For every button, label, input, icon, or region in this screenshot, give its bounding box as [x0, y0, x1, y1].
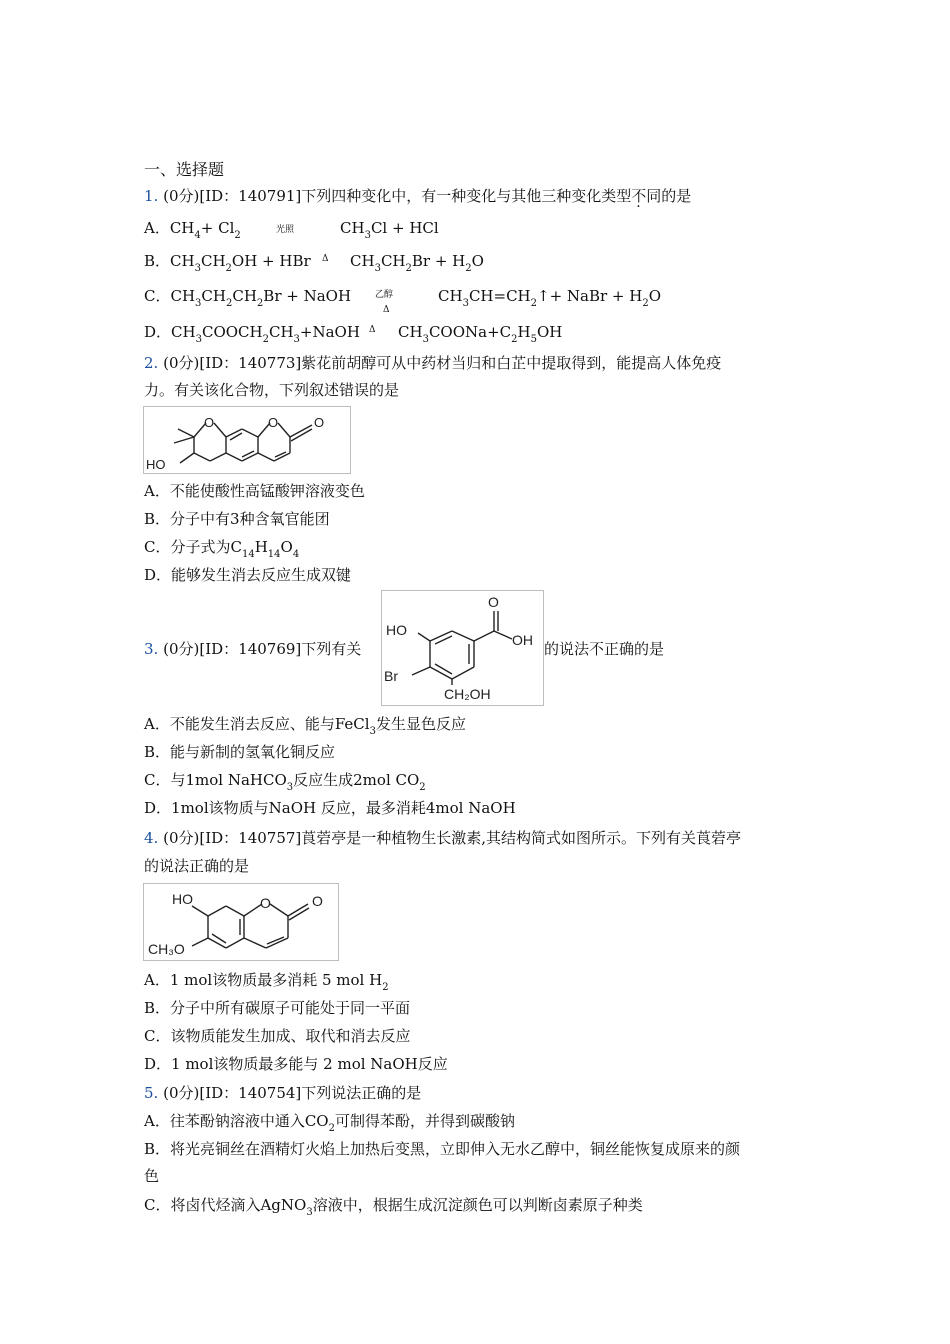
- q2-option-b: B．分子中有3种含氧官能团: [144, 510, 330, 528]
- q2-fig-ho: HO: [146, 457, 166, 472]
- q4-option-d: D．1 mol该物质最多能与 2 mol NaOH反应: [144, 1055, 448, 1073]
- q2-fig-o1: O: [204, 415, 215, 430]
- q3-option-a: A．不能发生消去反应、能与FeCl$_3$发生显色反应: [144, 715, 466, 737]
- question-meta: (0分)[ID：140773]: [163, 354, 302, 372]
- q1-a-condition: 光照: [276, 225, 295, 235]
- question-meta: (0分)[ID：140754]: [163, 1084, 302, 1102]
- question-2-stem-line2: 力。有关该化合物，下列叙述错误的是: [144, 381, 400, 399]
- q4-fig-o2: O: [312, 893, 323, 909]
- question-4-stem: 4. (0分)[ID：140757]莨菪亭是一种植物生长激素,其结构简式如图所示。下列有关莨菪亭: [144, 829, 742, 847]
- question-4-stem-line2: 的说法正确的是: [144, 857, 250, 875]
- q3-option-c: C．与1mol NaHCO$_3$反应生成2mol $CO_2$: [144, 771, 426, 793]
- question-2-stem: 2. (0分)[ID：140773]紫花前胡醇可从中药材当归和白芷中提取得到，能提高人体免疫: [144, 354, 722, 372]
- q1-b-condition: Δ: [322, 254, 329, 264]
- q4-option-c: C．该物质能发生加成、取代和消去反应: [144, 1027, 411, 1045]
- q5-option-c: C．将卤代烃滴入AgNO$_3$溶液中，根据生成沉淀颜色可以判断卤素原子种类: [144, 1196, 643, 1218]
- question-1-stem: 1. (0分)[ID：140791]下列四种变化中，有一种变化与其他三种变化类型不同的是: [144, 187, 692, 205]
- q1-c-product: $CH_3CH=CH_2↑+$ NaBr + $H_2O$: [438, 287, 662, 309]
- q2-fig-o2: O: [268, 415, 279, 430]
- q3-option-d: D．1mol该物质与NaOH 反应，最多消耗4mol NaOH: [144, 799, 516, 817]
- question-3-stem: 3. (0分)[ID：140769]下列有关: [144, 640, 362, 658]
- q1-b-product: $CH_3CH_2Br + H_2O$: [350, 252, 484, 274]
- q3-fig-br: Br: [384, 668, 398, 684]
- section-heading: 一、选择题: [144, 160, 225, 179]
- question-number: 3.: [144, 640, 159, 658]
- q4-structure-image: [143, 883, 339, 961]
- question-number: 4.: [144, 829, 159, 847]
- q4-fig-o1: O: [260, 895, 271, 911]
- q2-structure-image: [143, 406, 351, 474]
- question-number: 5.: [144, 1084, 159, 1102]
- q1-a-product: $CH_3Cl$ + HCl: [340, 219, 439, 241]
- q2-option-a: A．不能使酸性高锰酸钾溶液变色: [144, 482, 365, 500]
- q4-fig-ch3o: CH₃O: [148, 941, 185, 957]
- q4-fig-ho: HO: [172, 891, 193, 907]
- q3-fig-ch2oh: CH₂OH: [444, 686, 491, 702]
- q1-d-product: $CH_3COONa+C_2H_5OH$: [398, 323, 563, 345]
- q2-fig-o3: O: [314, 415, 325, 430]
- q3-option-b: B．能与新制的氢氧化铜反应: [144, 743, 336, 761]
- q2-option-d: D．能够发生消去反应生成双键: [144, 566, 352, 584]
- q4-option-b: B．分子中所有碳原子可能处于同一平面: [144, 999, 411, 1017]
- q2-option-c: C．分子式为$C_{14}H_{14}O_4$: [144, 538, 300, 560]
- question-5-stem: 5. (0分)[ID：140754]下列说法正确的是: [144, 1084, 422, 1102]
- q3-fig-oh: OH: [512, 632, 533, 648]
- q3-fig-o: O: [488, 594, 499, 610]
- q1-c-condition-top: 乙醇: [375, 290, 394, 300]
- q1-option-a: A．$CH_4+ Cl_2$: [144, 219, 241, 241]
- q5-option-b-cont: 色: [144, 1167, 160, 1185]
- q5-option-a: A．往苯酚钠溶液中通入$CO_2$可制得苯酚，并得到碳酸钠: [144, 1112, 515, 1134]
- q1-option-d: D．$CH_3COOCH_2CH_3+NaOH$: [144, 323, 360, 345]
- q1-d-condition: Δ: [369, 325, 376, 335]
- emphasis-text: 不同: [631, 187, 662, 205]
- question-meta: (0分)[ID：140791]: [163, 187, 302, 205]
- q1-option-c: C．$CH_3CH_2CH_2Br$ + NaOH: [144, 287, 352, 309]
- question-meta: (0分)[ID：140769]: [163, 640, 302, 658]
- question-number: 1.: [144, 187, 159, 205]
- q4-option-a: A．1 mol该物质最多消耗 5 mol $H_2$: [144, 971, 389, 993]
- question-number: 2.: [144, 354, 159, 372]
- q5-option-b: B．将光亮铜丝在酒精灯火焰上加热后变黑，立即伸入无水乙醇中，铜丝能恢复成原来的颜: [144, 1140, 741, 1158]
- q3-structure-image: [381, 590, 544, 706]
- question-3-stem-end: 的说法不正确的是: [544, 640, 665, 658]
- q1-option-b: B．$CH_3CH_2OH$ + HBr: [144, 252, 311, 274]
- question-meta: (0分)[ID：140757]: [163, 829, 302, 847]
- q3-fig-ho: HO: [386, 622, 407, 638]
- q1-c-condition-bottom: Δ: [383, 305, 390, 315]
